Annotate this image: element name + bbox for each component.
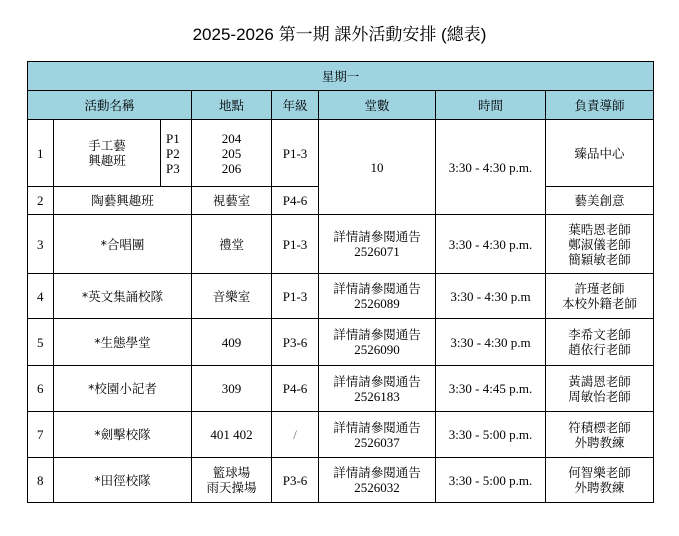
- location: 籃球場 雨天操場: [192, 458, 272, 503]
- time: 3:30 - 5:00 p.m.: [436, 458, 546, 503]
- time: 3:30 - 4:30 p.m: [436, 274, 546, 319]
- teacher: 臻品中心: [546, 120, 654, 187]
- row-number: 2: [28, 187, 54, 215]
- grade: P1-3: [272, 120, 319, 187]
- header-activity: 活動名稱: [28, 91, 192, 120]
- activity-name: 手工藝 興趣班: [54, 120, 161, 187]
- sessions: 詳情請參閱通告 2526032: [319, 458, 436, 503]
- sessions: 詳情請參閱通告 2526090: [319, 319, 436, 366]
- sessions: 10: [319, 120, 436, 215]
- header-location: 地點: [192, 91, 272, 120]
- time: 3:30 - 4:30 p.m.: [436, 120, 546, 215]
- teacher: 李希文老師 趙依行老師: [546, 319, 654, 366]
- grade: P1-3: [272, 215, 319, 274]
- table-row: [28, 366, 654, 412]
- teacher: 黃譪恩老師 周敏怡老師: [546, 366, 654, 412]
- grade: P1-3: [272, 274, 319, 319]
- activity-name: *田徑校隊: [54, 458, 192, 503]
- header-time: 時間: [436, 91, 546, 120]
- table-row: [28, 274, 654, 319]
- row-number: 7: [28, 412, 54, 458]
- grade: /: [272, 412, 319, 458]
- time: 3:30 - 4:30 p.m.: [436, 215, 546, 274]
- time: 3:30 - 5:00 p.m.: [436, 412, 546, 458]
- time: 3:30 - 4:45 p.m.: [436, 366, 546, 412]
- table-row: [28, 412, 654, 458]
- day-header-row: [28, 62, 654, 91]
- location: 409: [192, 319, 272, 366]
- grade: P4-6: [272, 366, 319, 412]
- sessions: 詳情請參閱通告 2526037: [319, 412, 436, 458]
- grade: P3-6: [272, 458, 319, 503]
- row-number: 5: [28, 319, 54, 366]
- table-row: [28, 319, 654, 366]
- row-number: 1: [28, 120, 54, 187]
- table-row: [28, 458, 654, 503]
- activity-name: *生態學堂: [54, 319, 192, 366]
- page-title: 2025-2026 第一期 課外活動安排 (總表): [192, 25, 487, 44]
- row-number: 3: [28, 215, 54, 274]
- class-codes: P1 P2 P3: [161, 120, 192, 187]
- table-row: [28, 120, 654, 187]
- header-sessions: 堂數: [319, 91, 436, 120]
- sessions: 詳情請參閱通告 2526089: [319, 274, 436, 319]
- teacher: 許瑾老師 本校外籍老師: [546, 274, 654, 319]
- table-row: [28, 215, 654, 274]
- activity-name: 陶藝興趣班: [54, 187, 192, 215]
- activity-name: *校園小記者: [54, 366, 192, 412]
- teacher: 葉晧恩老師 鄭淑儀老師 簡穎敏老師: [546, 215, 654, 274]
- teacher: 藝美創意: [546, 187, 654, 215]
- grade: P4-6: [272, 187, 319, 215]
- teacher: 何智樂老師 外聘教練: [546, 458, 654, 503]
- activity-name: *合唱團: [54, 215, 192, 274]
- location: 401 402: [192, 412, 272, 458]
- sessions: 詳情請參閱通告 2526071: [319, 215, 436, 274]
- row-number: 8: [28, 458, 54, 503]
- location: 309: [192, 366, 272, 412]
- header-grade: 年級: [272, 91, 319, 120]
- activity-name: *劍擊校隊: [54, 412, 192, 458]
- location: 音樂室: [192, 274, 272, 319]
- day-label: 星期一: [28, 62, 654, 91]
- header-teacher: 負責導師: [546, 91, 654, 120]
- grade: P3-6: [272, 319, 319, 366]
- teacher: 符積標老師 外聘教練: [546, 412, 654, 458]
- location: 視藝室: [192, 187, 272, 215]
- sessions: 詳情請參閱通告 2526183: [319, 366, 436, 412]
- activity-name: *英文集誦校隊: [54, 274, 192, 319]
- location: 204 205 206: [192, 120, 272, 187]
- activity-schedule-table: [27, 61, 654, 503]
- row-number: 6: [28, 366, 54, 412]
- column-header-row: [28, 91, 654, 120]
- location: 禮堂: [192, 215, 272, 274]
- row-number: 4: [28, 274, 54, 319]
- time: 3:30 - 4:30 p.m: [436, 319, 546, 366]
